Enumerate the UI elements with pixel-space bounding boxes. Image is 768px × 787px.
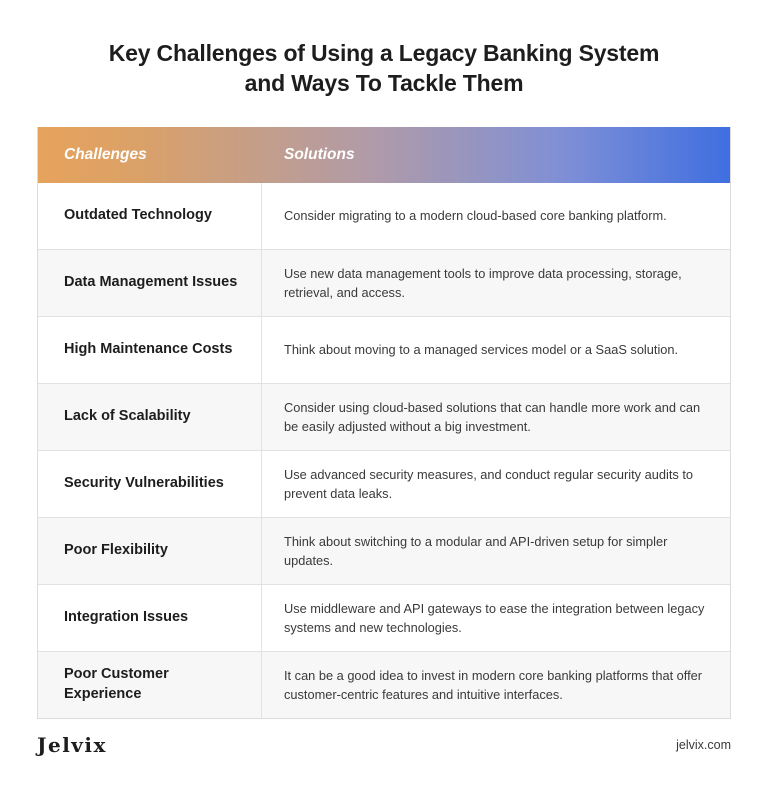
page-footer: [37, 733, 731, 757]
cell-challenge: Outdated Technology: [38, 183, 262, 249]
cell-challenge: Poor Flexibility: [38, 518, 262, 584]
brand-logo: Jelvix: [37, 733, 107, 757]
page-title-line-2: and Ways To Tackle Them: [244, 70, 524, 97]
table-row: [38, 518, 730, 585]
cell-solution: Think about moving to a managed services model or a SaaS solution.: [284, 342, 679, 358]
cell-solution: Use new data management tools to improve data processing, storage, retrieval, and access.: [284, 265, 682, 300]
cell-challenge: Poor Customer Experience: [38, 652, 262, 718]
cell-challenge: High Maintenance Costs: [38, 317, 262, 383]
table-row: [38, 585, 730, 652]
website-url: jelvix.com: [676, 738, 731, 752]
cell-challenge: Integration Issues: [38, 585, 262, 651]
table-row: [38, 317, 730, 384]
table-row: [38, 652, 730, 718]
page-title: [0, 0, 768, 99]
cell-challenge: Lack of Scalability: [38, 384, 262, 450]
column-header-solutions: Solutions: [284, 145, 355, 163]
page-title-line-1: Key Challenges of Using a Legacy Banking System: [108, 40, 660, 66]
cell-solution: Consider using cloud-based solutions that can handle more work and can be easily adjusted without a big investment.: [284, 399, 701, 434]
cell-challenge: Data Management Issues: [38, 250, 262, 316]
cell-solution: Consider migrating to a modern cloud-based core banking platform.: [284, 208, 667, 224]
cell-solution: It can be a good idea to invest in modern core banking platforms that offer customer-centric features and intuitive interfaces.: [284, 667, 703, 702]
challenges-solutions-table: [37, 127, 731, 719]
table-row: [38, 250, 730, 317]
table-header-row: [38, 127, 730, 183]
cell-solution: Think about switching to a modular and API-driven setup for simpler updates.: [284, 533, 668, 568]
cell-challenge: Security Vulnerabilities: [38, 451, 262, 517]
column-header-challenges: Challenges: [64, 145, 147, 163]
table-row: [38, 451, 730, 518]
cell-solution: Use middleware and API gateways to ease the integration between legacy systems and new technologies.: [284, 600, 705, 635]
table-row: [38, 384, 730, 451]
table-row: [38, 183, 730, 250]
cell-solution: Use advanced security measures, and conduct regular security audits to prevent data leaks.: [284, 466, 694, 501]
